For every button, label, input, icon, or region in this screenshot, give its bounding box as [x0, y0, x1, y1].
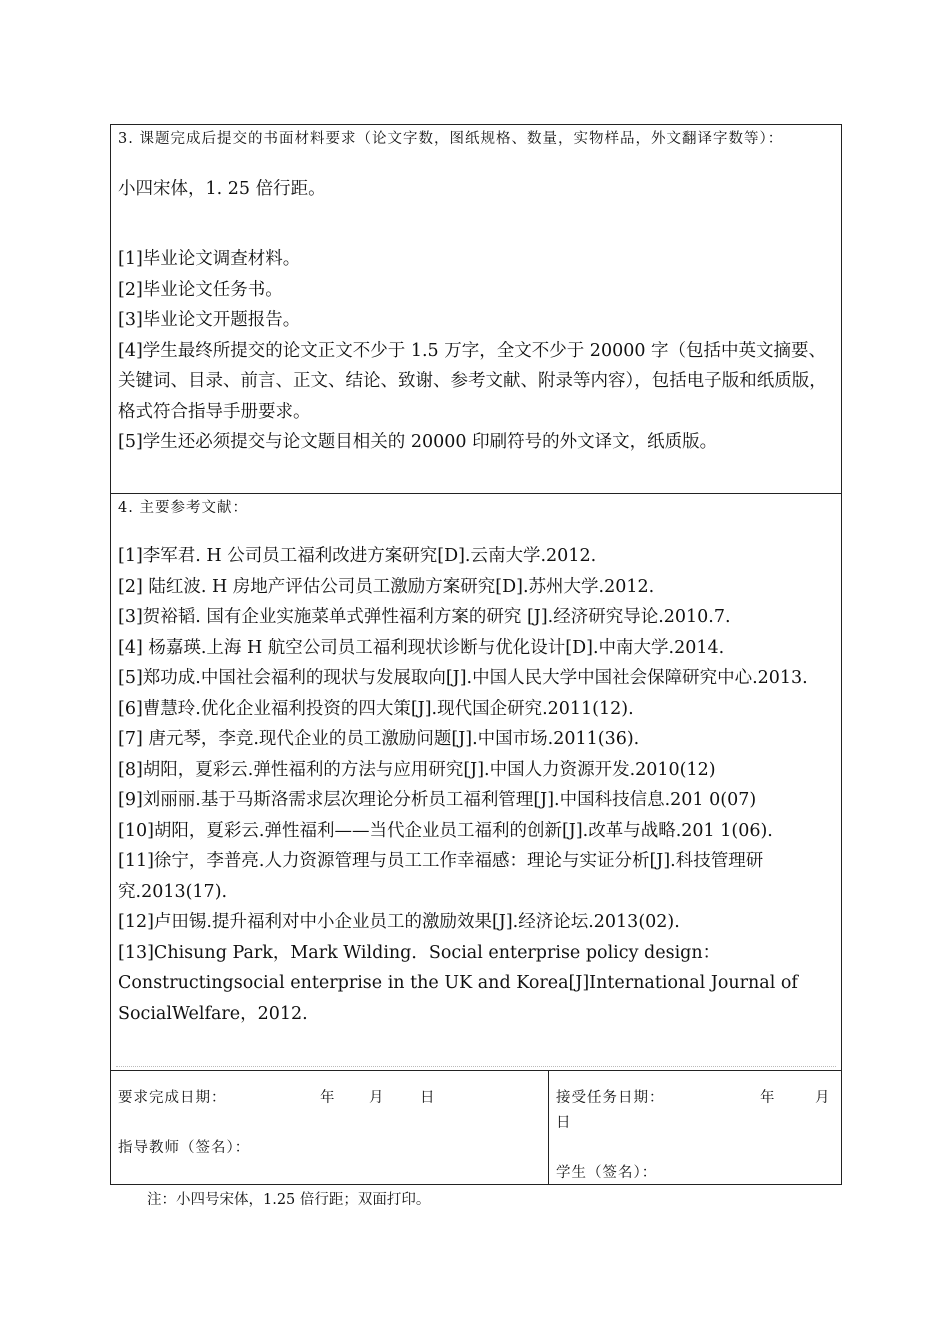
reference-item: [8]胡阳，夏彩云.弹性福利的方法与应用研究[J].中国人力资源开发.2010(12) — [118, 759, 716, 780]
reference-item: [3]贺裕韬. 国有企业实施菜单式弹性福利方案的研究 [J].经济研究导论.2010.7. — [118, 607, 731, 627]
format-requirement: 小四宋体，1. 25 倍行距。 — [118, 179, 326, 199]
reference-item: [6]曹慧玲.优化企业福利投资的四大策[J].现代国企研究.2011(12). — [118, 698, 634, 719]
reference-item: [12]卢田锡.提升福利对中小企业员工的激励效果[J].经济论坛.2013(02). — [118, 912, 680, 932]
advisor-cell — [110, 1070, 549, 1185]
due-month-label: 月 — [369, 1090, 385, 1106]
requirement-item: [4]学生最终所提交的论文正文不少于 1.5 万字，全文不少于 20000 字（包括中英文摘要、关键词、目录、前言、正文、结论、致谢、参考文献、附录等内容），包括电子版和纸质版，格式符合指导手册要求。 — [118, 340, 827, 422]
accept-year-label: 年 — [760, 1090, 776, 1106]
reference-item: [9]刘丽丽.基于马斯洛需求层次理论分析员工福利管理[J].中国科技信息.201 0(07) — [118, 790, 757, 810]
reference-item: [13]Chisung Park，Mark Wilding．Social enterprise policy design：Constructingsocial enterprise in the UK and Korea[J]International Journal of SocialWelfare，2012. — [118, 942, 798, 1024]
accept-day-label: 日 — [556, 1115, 572, 1131]
advisor-signature-label: 指导教师（签名）： — [118, 1140, 251, 1156]
references-list — [118, 541, 808, 1029]
requirements-heading: 3. 课题完成后提交的书面材料要求（论文字数，图纸规格、数量，实物样品，外文翻译字数等）： — [118, 131, 784, 147]
reference-item: [1]李军君. H 公司员工福利改进方案研究[D].云南大学.2012. — [118, 546, 597, 566]
dotted-divider — [116, 1066, 836, 1067]
accept-date-label: 接受任务日期： — [556, 1090, 665, 1106]
page-note: 注：小四号宋体，1.25 倍行距；双面打印。 — [147, 1192, 431, 1208]
reference-item: [5]郑功成.中国社会福利的现状与发展取向[J].中国人民大学中国社会保障研究中心.2013. — [118, 668, 808, 688]
reference-item: [7] 唐元琴，李竞.现代企业的员工激励问题[J].中国市场.2011(36). — [118, 729, 640, 749]
references-heading: 4. 主要参考文献： — [118, 500, 248, 516]
requirement-item: [2]毕业论文任务书。 — [118, 279, 283, 300]
due-date-label: 要求完成日期： — [118, 1090, 227, 1106]
reference-item: [4] 杨嘉瑛.上海 H 航空公司员工福利现状诊断与优化设计[D].中南大学.2014. — [118, 637, 725, 658]
requirements-list — [118, 244, 834, 458]
requirement-item: [1]毕业论文调查材料。 — [118, 249, 301, 269]
student-signature-label: 学生（签名）： — [556, 1165, 658, 1181]
due-year-label: 年 — [320, 1090, 336, 1106]
reference-item: [11]徐宁，李普亮.人力资源管理与员工工作幸福感：理论与实证分析[J].科技管理研究.2013(17). — [118, 851, 764, 902]
requirement-item: [5]学生还必须提交与论文题目相关的 20000 印刷符号的外文译文，纸质版。 — [118, 432, 718, 452]
accept-month-label: 月 — [815, 1090, 831, 1106]
due-day-label: 日 — [420, 1090, 436, 1106]
reference-item: [2] 陆红波. H 房地产评估公司员工激励方案研究[D].苏州大学.2012. — [118, 576, 655, 597]
reference-item: [10]胡阳，夏彩云.弹性福利——当代企业员工福利的创新[J].改革与战略.201 1(06). — [118, 820, 773, 841]
requirement-item: [3]毕业论文开题报告。 — [118, 310, 301, 330]
